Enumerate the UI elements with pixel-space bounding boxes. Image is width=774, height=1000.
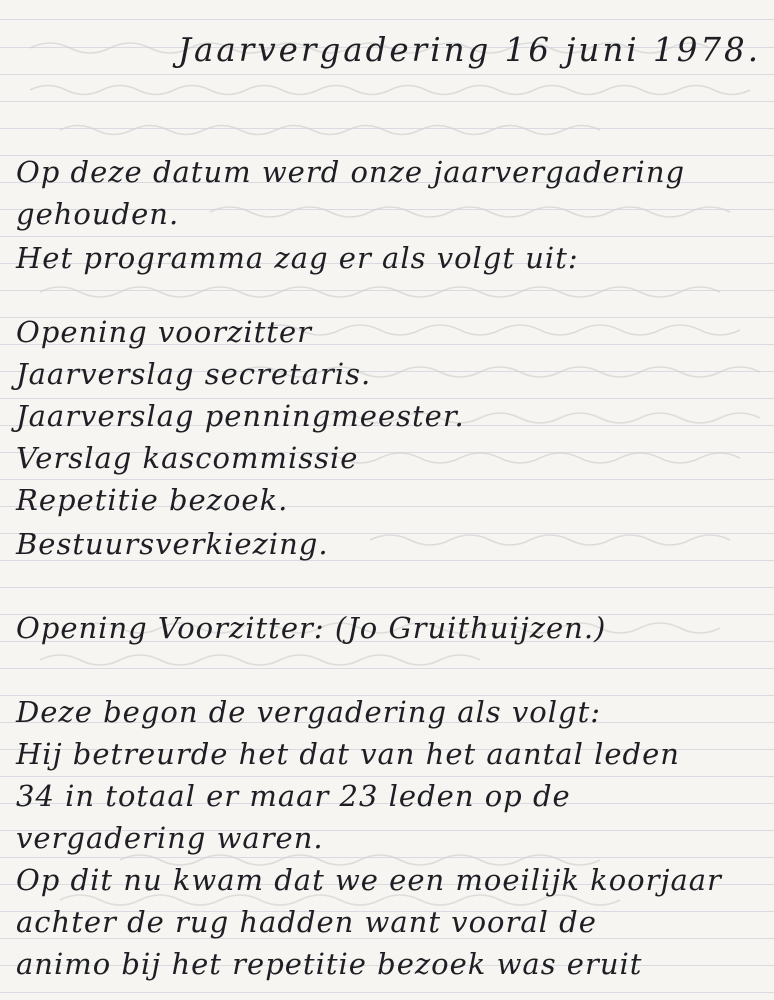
text-line: Op dit nu kwam dat we een moeilijk koorjaar <box>16 863 722 897</box>
text-line: Op deze datum werd onze jaarvergadering <box>16 155 686 189</box>
page-title: Jaarvergadering 16 juni 1978. <box>178 31 762 69</box>
program-item: Bestuursverkiezing. <box>16 527 329 561</box>
text-line: Deze begon de vergadering als volgt: <box>16 695 602 729</box>
text-line: Hij betreurde het dat van het aantal leden <box>16 737 680 771</box>
program-item: Opening voorzitter <box>16 315 312 349</box>
program-item: Jaarverslag secretaris. <box>16 357 372 391</box>
text-line: gehouden. <box>16 197 180 231</box>
text-line: Het programma zag er als volgt uit: <box>16 241 579 275</box>
text-line: vergadering waren. <box>16 821 324 855</box>
text-line: achter de rug hadden want vooral de <box>16 905 597 939</box>
program-item: Verslag kascommissie <box>16 441 359 475</box>
program-item: Repetitie bezoek. <box>16 483 289 517</box>
section-heading: Opening Voorzitter: (Jo Gruithuijzen.) <box>16 611 607 645</box>
program-item: Jaarverslag penningmeester. <box>16 399 465 433</box>
text-line: 34 in totaal er maar 23 leden op de <box>16 779 571 813</box>
text-line: animo bij het repetitie bezoek was eruit <box>16 947 643 981</box>
